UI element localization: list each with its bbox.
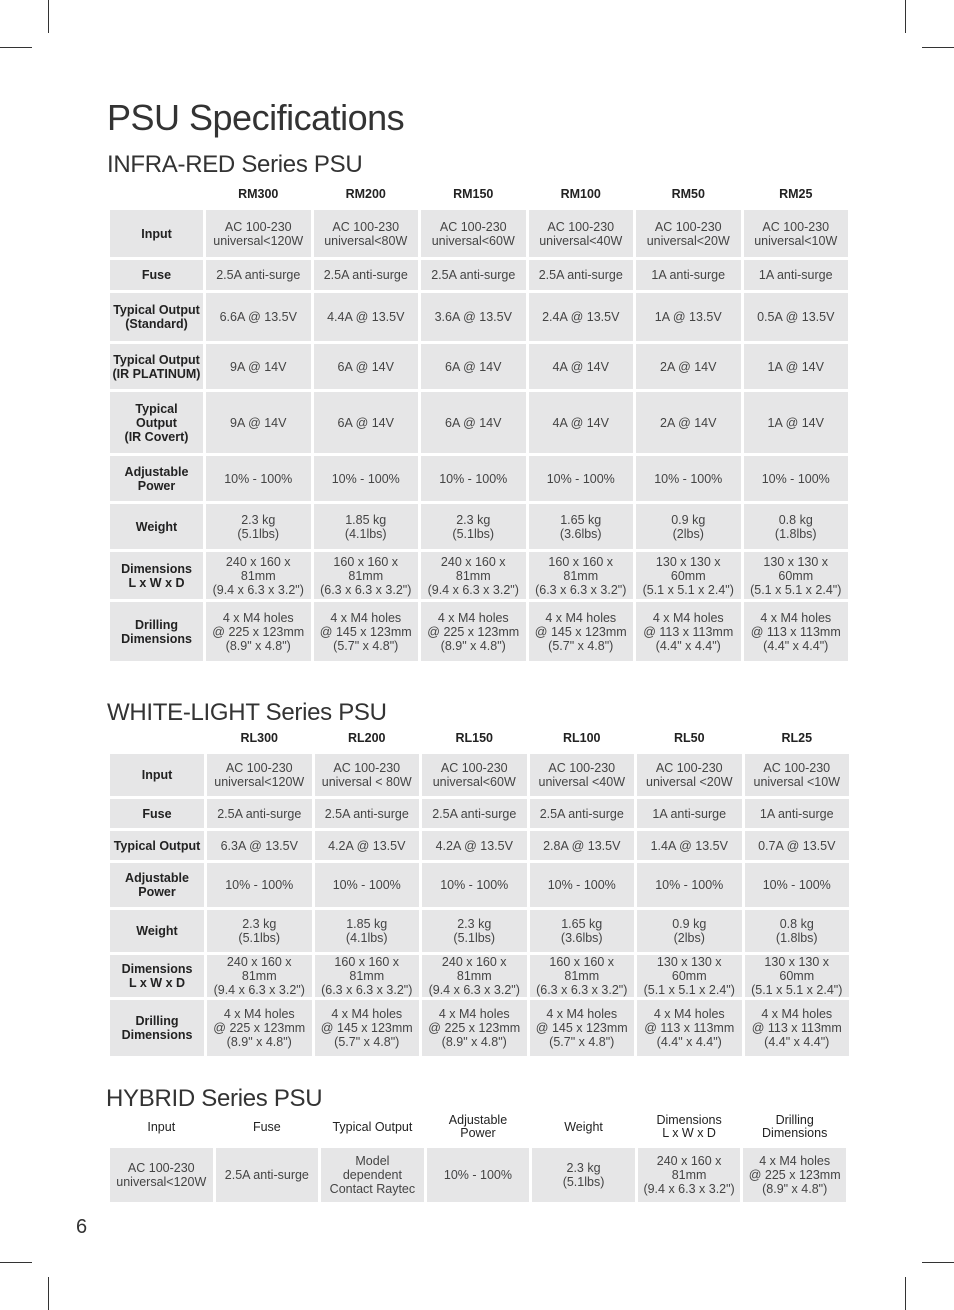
column-header: Input	[147, 1119, 176, 1134]
spec-cell: AC 100-230 universal<20W	[636, 210, 741, 257]
crop-mark	[905, 0, 906, 33]
spec-row	[110, 831, 849, 860]
spec-cell: 160 x 160 x 81mm (6.3 x 6.3 x 3.2")	[314, 552, 419, 599]
row-label: Fuse	[110, 799, 204, 828]
spec-cell: 10% - 100%	[744, 456, 849, 501]
row-label: Weight	[110, 504, 203, 549]
spec-cell: 130 x 130 x 60mm (5.1 x 5.1 x 2.4")	[637, 955, 742, 997]
spec-row	[110, 910, 849, 952]
whitelight-header-row	[110, 724, 849, 751]
spec-cell: 6A @ 14V	[421, 392, 526, 453]
spec-cell: 1A @ 14V	[744, 344, 849, 389]
column-header-rm25: RM25	[779, 187, 813, 201]
spec-cell: 2.5A anti-surge	[529, 260, 634, 290]
spec-cell: 2.4A @ 13.5V	[529, 293, 634, 341]
spec-cell: 1A anti-surge	[745, 799, 850, 828]
hybrid-header-row	[110, 1109, 846, 1145]
spec-cell: 4 x M4 holes @ 225 x 123mm (8.9" x 4.8")	[422, 1000, 527, 1056]
spec-cell: 240 x 160 x 81mm (9.4 x 6.3 x 3.2")	[638, 1148, 741, 1202]
spec-cell: 4 x M4 holes @ 113 x 113mm (4.4" x 4.4")	[745, 1000, 850, 1056]
spec-cell: 2.5A anti-surge	[422, 799, 527, 828]
spec-cell: 2.5A anti-surge	[207, 799, 312, 828]
spec-row	[110, 293, 848, 341]
spec-cell: 2.3 kg (5.1lbs)	[421, 504, 526, 549]
spec-cell: 1.85 kg (4.1lbs)	[314, 504, 419, 549]
column-header-rm200: RM200	[345, 187, 386, 201]
spec-cell: 10% - 100%	[206, 456, 311, 501]
spec-cell: 10% - 100%	[314, 456, 419, 501]
spec-cell: 1A anti-surge	[637, 799, 742, 828]
spec-cell: AC 100-230 universal<80W	[314, 210, 419, 257]
infrared-header-row	[110, 181, 848, 207]
spec-cell: 1.65 kg (3.6lbs)	[529, 504, 634, 549]
spec-row	[110, 754, 849, 796]
column-header: Typical Output	[332, 1119, 413, 1134]
spec-cell: 240 x 160 x 81mm (9.4 x 6.3 x 3.2")	[206, 552, 311, 599]
spec-row	[110, 504, 848, 549]
spec-cell: 0.9 kg (2lbs)	[637, 910, 742, 952]
spec-cell: 10% - 100%	[422, 863, 527, 907]
spec-cell: 2.5A anti-surge	[206, 260, 311, 290]
spec-cell: AC 100-230 universal < 80W	[315, 754, 420, 796]
column-header-rl25: RL25	[781, 730, 813, 745]
spec-cell: 0.8 kg (1.8lbs)	[744, 504, 849, 549]
spec-cell: 240 x 160 x 81mm (9.4 x 6.3 x 3.2")	[421, 552, 526, 599]
spec-cell: AC 100-230 universal <20W	[637, 754, 742, 796]
spec-row	[110, 392, 848, 453]
crop-mark	[48, 1277, 49, 1310]
spec-row	[110, 552, 848, 599]
spec-cell: 1A @ 13.5V	[636, 293, 741, 341]
column-header-rl50: RL50	[673, 730, 705, 745]
row-label: Fuse	[110, 260, 203, 290]
spec-cell: 1.65 kg (3.6lbs)	[530, 910, 635, 952]
spec-cell: 6A @ 14V	[421, 344, 526, 389]
spec-cell: 6A @ 14V	[314, 344, 419, 389]
spec-cell: AC 100-230 universal<10W	[744, 210, 849, 257]
spec-cell: 6.3A @ 13.5V	[207, 831, 312, 860]
spec-cell: 0.7A @ 13.5V	[745, 831, 850, 860]
column-header-rl200: RL200	[347, 730, 386, 745]
spec-cell: AC 100-230 universal<120W	[206, 210, 311, 257]
spec-cell: 4 x M4 holes @ 145 x 123mm (5.7" x 4.8")	[530, 1000, 635, 1056]
spec-row	[110, 260, 848, 290]
spec-cell: 10% - 100%	[530, 863, 635, 907]
row-label: Dimensions L x W x D	[110, 552, 203, 599]
spec-cell: 6A @ 14V	[314, 392, 419, 453]
row-label: Drilling Dimensions	[110, 1000, 204, 1056]
column-header: Fuse	[252, 1119, 281, 1134]
spec-cell: 4A @ 14V	[529, 344, 634, 389]
spec-cell: 2.3 kg (5.1lbs)	[206, 504, 311, 549]
spec-cell: 4A @ 14V	[529, 392, 634, 453]
column-header-rm50: RM50	[671, 187, 705, 201]
crop-mark	[922, 1262, 954, 1263]
spec-cell: 4 x M4 holes @ 225 x 123mm (8.9" x 4.8")	[421, 602, 526, 661]
column-header-rm300: RM300	[238, 187, 279, 201]
row-label: Adjustable Power	[110, 456, 203, 501]
spec-cell: 160 x 160 x 81mm (6.3 x 6.3 x 3.2")	[530, 955, 635, 997]
spec-cell: AC 100-230 universal<40W	[529, 210, 634, 257]
spec-cell: 160 x 160 x 81mm (6.3 x 6.3 x 3.2")	[529, 552, 634, 599]
spec-cell: 1A anti-surge	[744, 260, 849, 290]
spec-cell: 2.5A anti-surge	[216, 1148, 319, 1202]
spec-cell: 2.3 kg (5.1lbs)	[422, 910, 527, 952]
spec-cell: 130 x 130 x 60mm (5.1 x 5.1 x 2.4")	[745, 955, 850, 997]
row-label: Typical Output (IR PLATINUM)	[110, 344, 203, 389]
infrared-heading: INFRA-RED Series PSU	[107, 151, 363, 178]
spec-cell: 10% - 100%	[207, 863, 312, 907]
row-label: Adjustable Power	[110, 863, 204, 907]
page-number: 6	[76, 1216, 88, 1238]
spec-cell: 4 x M4 holes @ 113 x 113mm (4.4" x 4.4")	[637, 1000, 742, 1056]
spec-cell: 1A @ 14V	[744, 392, 849, 453]
spec-cell: 240 x 160 x 81mm (9.4 x 6.3 x 3.2")	[207, 955, 312, 997]
crop-mark	[0, 47, 32, 48]
spec-cell: 1.4A @ 13.5V	[637, 831, 742, 860]
spec-cell: AC 100-230 universal <40W	[530, 754, 635, 796]
row-label: Input	[110, 210, 203, 257]
spec-row	[110, 955, 849, 997]
spec-cell: 2.5A anti-surge	[315, 799, 420, 828]
spec-cell: 4 x M4 holes @ 145 x 123mm (5.7" x 4.8")	[529, 602, 634, 661]
row-label: Input	[110, 754, 204, 796]
infrared-spec-table	[107, 178, 851, 664]
spec-cell: AC 100-230 universal <10W	[745, 754, 850, 796]
spec-cell: AC 100-230 universal<60W	[421, 210, 526, 257]
spec-cell: 0.5A @ 13.5V	[744, 293, 849, 341]
row-label: Typical Output (IR Covert)	[110, 392, 203, 453]
spec-cell: 4 x M4 holes @ 225 x 123mm (8.9" x 4.8")	[743, 1148, 846, 1202]
spec-cell: Model dependent Contact Raytec	[321, 1148, 424, 1202]
whitelight-spec-table	[107, 721, 852, 1059]
spec-row	[110, 210, 848, 257]
spec-cell: 130 x 130 x 60mm (5.1 x 5.1 x 2.4")	[636, 552, 741, 599]
spec-cell: 10% - 100%	[636, 456, 741, 501]
spec-cell: 4 x M4 holes @ 113 x 113mm (4.4" x 4.4")	[744, 602, 849, 661]
spec-cell: 2.5A anti-surge	[421, 260, 526, 290]
column-header-rl100: RL100	[562, 730, 601, 745]
row-label: Typical Output	[110, 831, 204, 860]
spec-row	[110, 799, 849, 828]
row-label: Typical Output (Standard)	[110, 293, 203, 341]
spec-cell: 4 x M4 holes @ 145 x 123mm (5.7" x 4.8")	[314, 602, 419, 661]
spec-cell: 1A anti-surge	[636, 260, 741, 290]
spec-cell: AC 100-230 universal<120W	[110, 1148, 213, 1202]
spec-cell: 2.5A anti-surge	[530, 799, 635, 828]
crop-mark	[0, 1262, 32, 1263]
whitelight-body	[110, 754, 849, 1056]
spec-cell: 130 x 130 x 60mm (5.1 x 5.1 x 2.4")	[744, 552, 849, 599]
spec-cell: 6.6A @ 13.5V	[206, 293, 311, 341]
column-header: Adjustable Power	[448, 1113, 508, 1140]
spec-cell: 2.5A anti-surge	[314, 260, 419, 290]
row-label: Drilling Dimensions	[110, 602, 203, 661]
spec-row	[110, 456, 848, 501]
hybrid-data-row	[110, 1148, 846, 1202]
column-header-rm100: RM100	[560, 187, 601, 201]
column-header-rl150: RL150	[455, 730, 494, 745]
crop-mark	[922, 47, 954, 48]
spec-cell: 2A @ 14V	[636, 392, 741, 453]
spec-cell: 2.3 kg (5.1lbs)	[532, 1148, 635, 1202]
spec-cell: 3.6A @ 13.5V	[421, 293, 526, 341]
spec-cell: 1.85 kg (4.1lbs)	[315, 910, 420, 952]
infrared-body	[110, 210, 848, 661]
spec-cell: 0.9 kg (2lbs)	[636, 504, 741, 549]
spec-cell: 4 x M4 holes @ 225 x 123mm (8.9" x 4.8")	[207, 1000, 312, 1056]
spec-cell: 4 x M4 holes @ 113 x 113mm (4.4" x 4.4")	[636, 602, 741, 661]
row-label: Dimensions L x W x D	[110, 955, 204, 997]
spec-cell: AC 100-230 universal<120W	[207, 754, 312, 796]
column-header: Drilling Dimensions	[762, 1113, 828, 1140]
whitelight-heading: WHITE-LIGHT Series PSU	[107, 699, 387, 726]
column-header-rl300: RL300	[240, 730, 279, 745]
spec-cell: 2A @ 14V	[636, 344, 741, 389]
spec-cell: 160 x 160 x 81mm (6.3 x 6.3 x 3.2")	[315, 955, 420, 997]
spec-cell: 10% - 100%	[421, 456, 526, 501]
crop-mark	[48, 0, 49, 33]
spec-row	[110, 863, 849, 907]
spec-row	[110, 602, 848, 661]
spec-cell: AC 100-230 universal<60W	[422, 754, 527, 796]
spec-cell: 2.3 kg (5.1lbs)	[207, 910, 312, 952]
spec-cell: 2.8A @ 13.5V	[530, 831, 635, 860]
spec-cell: 10% - 100%	[745, 863, 850, 907]
spec-cell: 4.2A @ 13.5V	[422, 831, 527, 860]
row-label: Weight	[110, 910, 204, 952]
column-header: Weight	[564, 1119, 603, 1134]
spec-cell: 10% - 100%	[637, 863, 742, 907]
hybrid-heading: HYBRID Series PSU	[106, 1085, 323, 1112]
column-header: Dimensions L x W x D	[656, 1113, 722, 1140]
hybrid-body	[110, 1148, 846, 1202]
crop-mark	[905, 1277, 906, 1310]
spec-cell: 10% - 100%	[529, 456, 634, 501]
spec-row	[110, 344, 848, 389]
spec-row	[110, 1000, 849, 1056]
page-title: PSU Specifications	[107, 97, 405, 138]
spec-cell: 4.4A @ 13.5V	[314, 293, 419, 341]
spec-cell: 9A @ 14V	[206, 344, 311, 389]
spec-cell: 9A @ 14V	[206, 392, 311, 453]
spec-cell: 10% - 100%	[427, 1148, 530, 1202]
spec-cell: 4.2A @ 13.5V	[315, 831, 420, 860]
spec-cell: 4 x M4 holes @ 145 x 123mm (5.7" x 4.8")	[315, 1000, 420, 1056]
spec-cell: 240 x 160 x 81mm (9.4 x 6.3 x 3.2")	[422, 955, 527, 997]
spec-cell: 10% - 100%	[315, 863, 420, 907]
header-spacer	[110, 181, 203, 207]
spec-cell: 4 x M4 holes @ 225 x 123mm (8.9" x 4.8")	[206, 602, 311, 661]
header-spacer	[110, 724, 204, 751]
spec-cell: 0.8 kg (1.8lbs)	[745, 910, 850, 952]
hybrid-spec-table	[107, 1106, 849, 1205]
column-header-rm150: RM150	[453, 187, 494, 201]
